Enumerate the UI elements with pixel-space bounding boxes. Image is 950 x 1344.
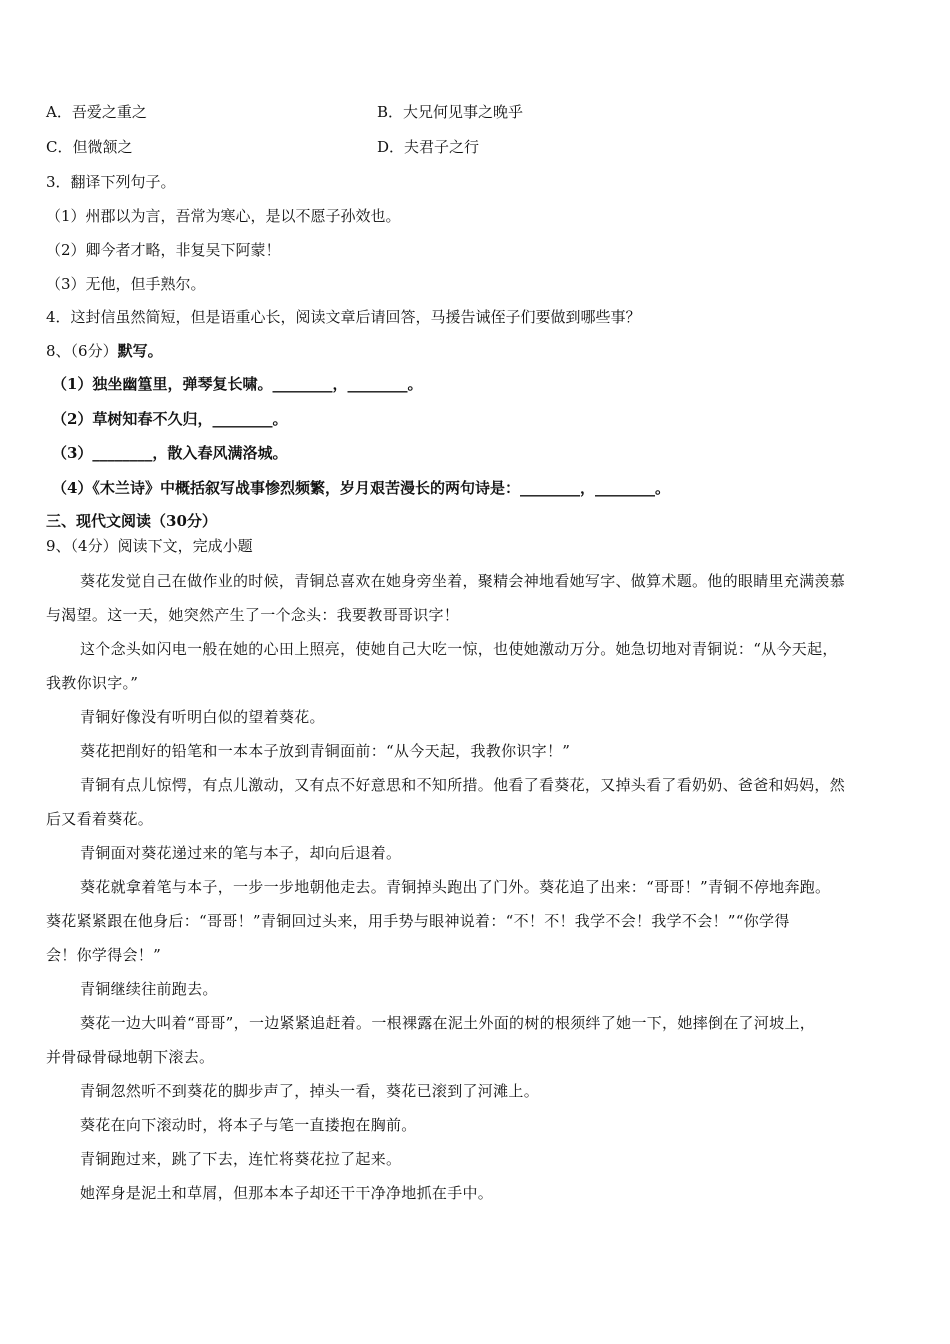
passage-line: 并骨碌骨碌地朝下滚去。: [46, 1048, 215, 1066]
passage-line: 这个念头如闪电一般在她的心田上照亮，使她自己大吃一惊，也使她激动万分。她急切地对青铜说：“从今天起，: [80, 640, 838, 658]
question-8-line-3: （3）________，散入春风满洛城。: [52, 444, 288, 462]
question-3-sentence-3: （3）无他，但手熟尔。: [46, 275, 206, 293]
question-3-title: 3．翻译下列句子。: [46, 173, 176, 191]
question-8-line-1: （1）独坐幽篁里，弹琴复长啸。________，________。: [52, 375, 423, 393]
passage-line: 青铜有点儿惊愕，有点儿激动，又有点不好意思和不知所措。他看了看葵花，又掉头看了看奶奶、爸爸和妈妈，然: [80, 776, 846, 794]
passage-line: 葵花把削好的铅笔和一本本子放到青铜面前：“从今天起，我教你识字！”: [80, 742, 571, 760]
passage-line: 葵花在向下滚动时，将本子与笔一直搂抱在胸前。: [80, 1116, 417, 1134]
option-d: D．夫君子之行: [377, 138, 480, 156]
passage-line: 葵花就拿着笔与本子，一步一步地朝他走去。青铜掉头跑出了门外。葵花追了出来：“哥哥！”青铜不停地奔跑。: [80, 878, 831, 896]
passage-line: 青铜面对葵花递过来的笔与本子，却向后退着。: [80, 844, 402, 862]
question-3-sentence-2: （2）卿今者才略，非复吴下阿蒙！: [46, 241, 281, 259]
passage-line: 葵花紧紧跟在他身后：“哥哥！”青铜回过头来，用手势与眼神说着：“不！不！我学不会！我学不会！”“你学得: [46, 912, 790, 930]
question-8-line-2: （2）草树知春不久归，________。: [52, 410, 288, 428]
question-8-prefix: 8、（6分）: [46, 342, 118, 360]
option-c: C．但微颔之: [46, 138, 133, 156]
option-b: B．大兄何见事之晚乎: [377, 103, 524, 121]
passage-line: 后又看着葵花。: [46, 810, 154, 828]
question-3-sentence-1: （1）州郡以为言，吾常为寒心，是以不愿子孙效也。: [46, 207, 401, 225]
passage-line: 青铜忽然听不到葵花的脚步声了，掉头一看，葵花已滚到了河滩上。: [80, 1082, 540, 1100]
passage-line: 青铜好像没有听明白似的望着葵花。: [80, 708, 325, 726]
question-4: 4．这封信虽然简短，但是语重心长，阅读文章后请回答，马援告诫侄子们要做到哪些事？: [46, 308, 641, 326]
passage-line: 她浑身是泥土和草屑，但那本本子却还干干净净地抓在手中。: [80, 1184, 494, 1202]
option-a: A．吾爱之重之: [46, 103, 147, 121]
passage-line: 葵花发觉自己在做作业的时候，青铜总喜欢在她身旁坐着，聚精会神地看她写字、做算术题。他的眼睛里充满羡慕: [80, 572, 846, 590]
passage-line: 青铜跑过来，跳了下去，连忙将葵花拉了起来。: [80, 1150, 402, 1168]
section-3-heading: 三、现代文阅读（30分）: [46, 512, 217, 530]
passage-line: 会！你学得会！”: [46, 946, 162, 964]
question-8-heading: [46, 341, 163, 361]
passage-line: 葵花一边大叫着“哥哥”，一边紧紧追赶着。一根裸露在泥土外面的树的根须绊了她一下，她摔倒在了河坡上，: [80, 1014, 816, 1032]
passage-line: 与渴望。这一天，她突然产生了一个念头：我要教哥哥识字！: [46, 606, 460, 624]
question-8-line-4: （4）《木兰诗》中概括叙写战事惨烈频繁，岁月艰苦漫长的两句诗是：________，________。: [52, 479, 670, 497]
question-9-title: 9、（4分）阅读下文，完成小题: [46, 537, 253, 555]
passage-line: 青铜继续往前跑去。: [80, 980, 218, 998]
passage: [46, 564, 906, 1210]
question-8-title: 默写。: [117, 342, 163, 360]
passage-line: 我教你识字。”: [46, 674, 139, 692]
